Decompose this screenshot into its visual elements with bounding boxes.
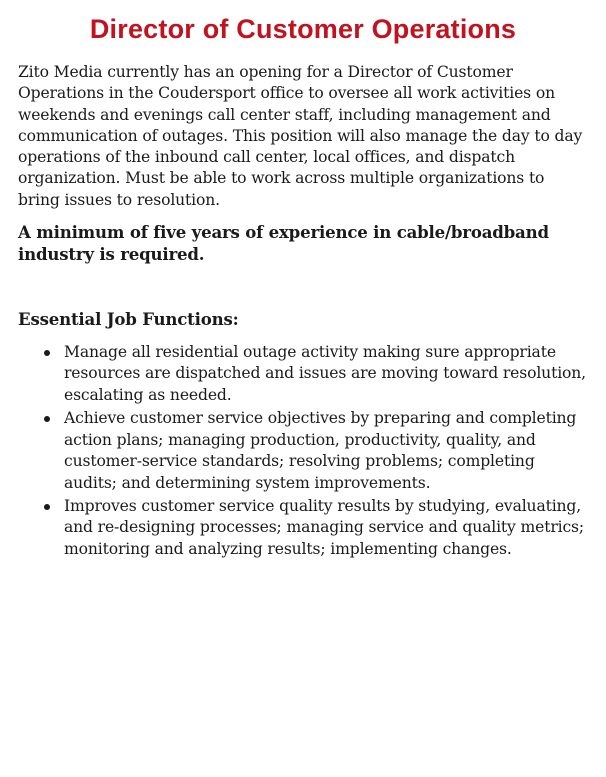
job-intro-paragraph: Zito Media currently has an opening for a Director of Customer Operations in the Coudersport office to oversee all work activities on weekends and evenings call center staff, including management and communication of outages. This position will also manage the day to day operations of the inbound call center, local offices, and dispatch organization. Must be able to work across multiple organizations to bring issues to resolution. xyxy=(18,63,583,209)
list-item xyxy=(18,408,588,494)
list-item-text: Improves customer service quality results by studying, evaluating, and re-designing processes; managing service and quality metrics; monitoring and analyzing results; implementing changes. xyxy=(64,496,585,558)
list-item-text: Achieve customer service objectives by preparing and completing action plans; managing production, productivity, quality, and customer-service standards; resolving problems; completing audits; and determining system improvements. xyxy=(64,409,577,492)
bullet-icon xyxy=(44,504,50,510)
essential-functions-heading: Essential Job Functions: xyxy=(18,309,239,330)
essential-functions-list xyxy=(18,342,588,560)
bullet-icon xyxy=(44,350,50,356)
experience-requirement: A minimum of five years of experience in cable/broadband industry is required. xyxy=(18,222,549,265)
list-item xyxy=(18,496,588,560)
bullet-icon xyxy=(44,416,50,422)
list-item xyxy=(18,342,588,406)
job-title: Director of Customer Operations xyxy=(89,14,517,44)
list-item-text: Manage all residential outage activity making sure appropriate resources are dispatched and issues are moving toward resolution, escalating as needed. xyxy=(64,343,586,404)
